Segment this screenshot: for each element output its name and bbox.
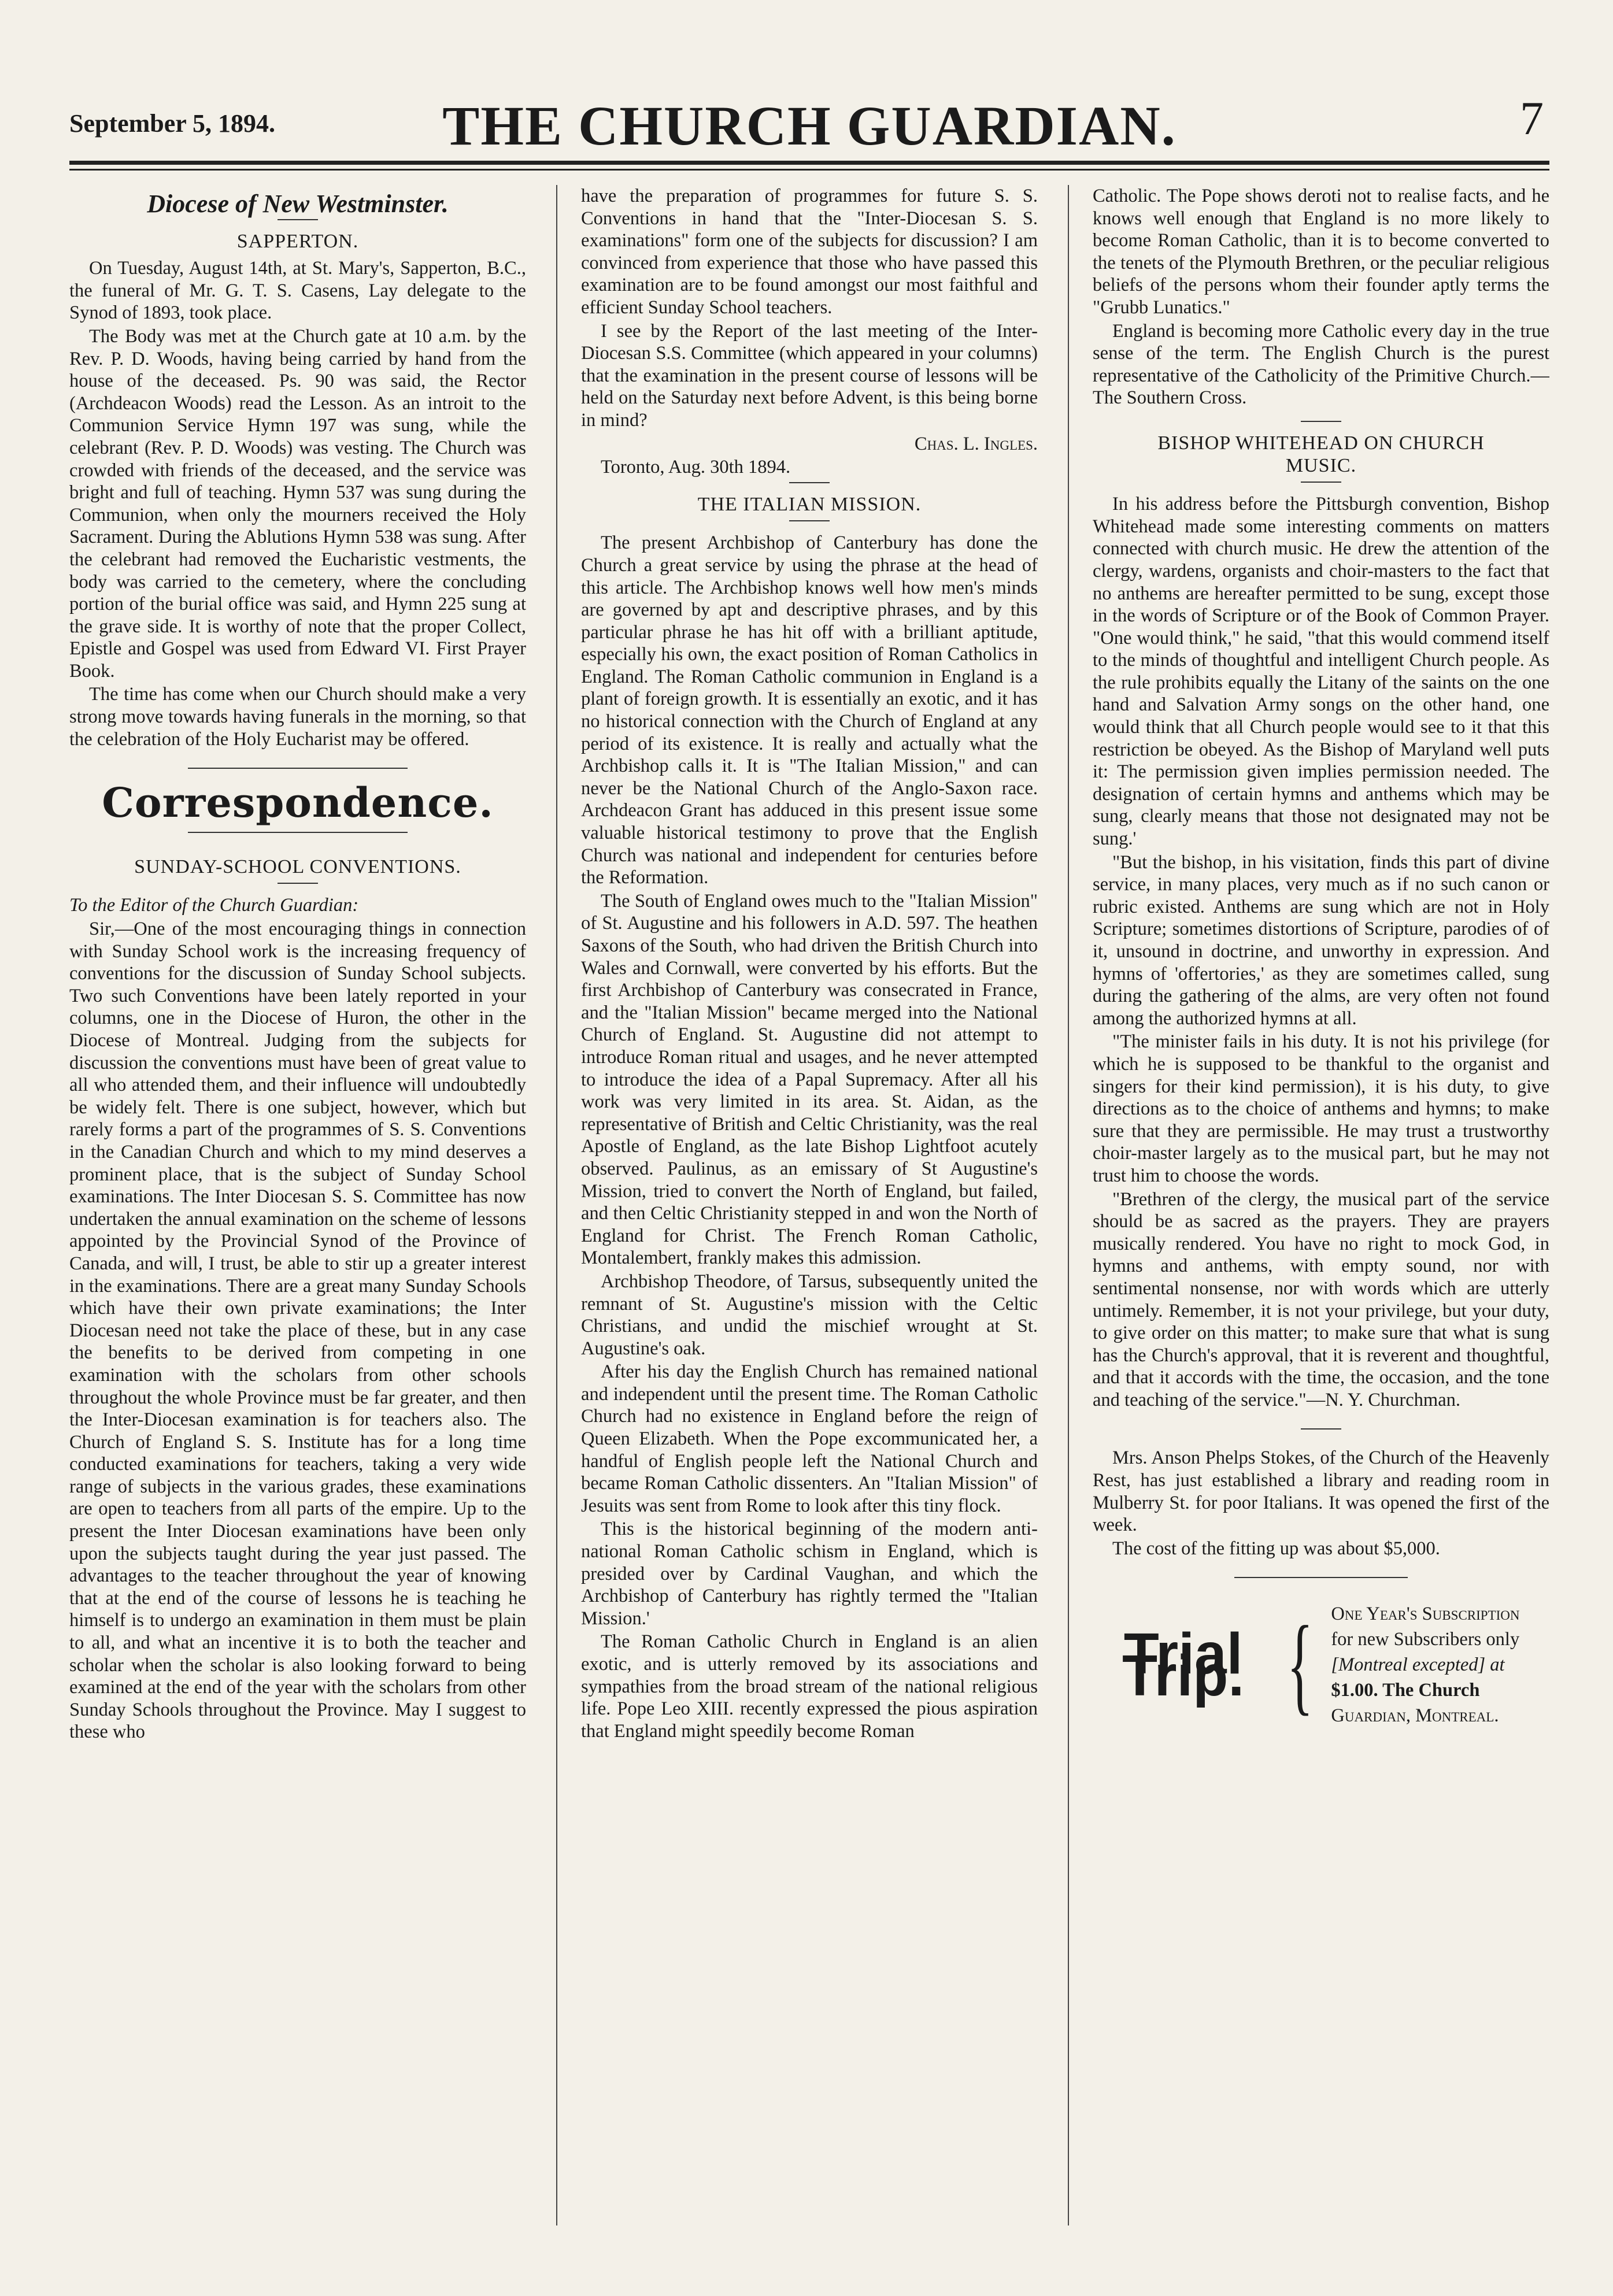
article-paragraph: The Roman Catholic Church in England is an alien exotic, and is utterly removed by its associations and sympathies from the broad stream of the national religious life. Pope Leo XIII. recently expressed the pious aspiration that England might speedily become Roman [581, 1631, 1038, 1742]
article-paragraph: In his address before the Pittsburgh convention, Bishop Whitehead made some interesting comments on matters connected with church music. He drew the attention of the clergy, wardens, organists and choir-masters to the fact that no anthems are hereafter permitted to be sung, except those in the words of Scripture or of the Book of Common Prayer. "One would think," he said, "that this would commend itself to the minds of thoughtful and intelligent Church people. As the rule prohibits equally the Litany of the saints on the one hand and Salvation Army songs on the other hand, one would think that all Church people would see to it that this restriction be obeyed. As the Bishop of Maryland well puts it: The permission given implies permission needed. The designation of certain hymns and anthems which may be sung, clearly means that those not designated may not be sung.' [1093, 494, 1549, 850]
article-paragraph: After his day the English Church has remained national and independent until the present time. The Roman Catholic Church had no existence in England before the reign of Queen Elizabeth. When the Pope excommunicated her, a handful of English people left the National Church and became Roman Catholic dissenters. An "Italian Mission" of Jesuits was sent from Rome to look after this tiny flock. [581, 1361, 1038, 1516]
ad-line: $1.00. The Church [1331, 1680, 1480, 1701]
column-2 [581, 185, 1038, 2231]
letter-paragraph: have the preparation of programmes for future S. S. Conventions in hand that the "Inter-Diocesan S. S. examinations" form one of the subjects for discussion? I am convinced from experience that those who have passed this examination are to be found amongst our most faithful and efficient Sunday School teachers. [581, 186, 1038, 318]
article-paragraph: England is becoming more Catholic every day in the true sense of the term. The English Church is the purest representative of the Catholicity of the Primitive Church.—The Southern Cross. [1093, 320, 1549, 409]
section-rule [1301, 1428, 1341, 1430]
bishop-heading-line1: BISHOP WHITEHEAD ON CHURCH [1157, 432, 1485, 454]
masthead [69, 40, 1549, 157]
column-divider [556, 185, 557, 2225]
heading-rule [789, 520, 830, 521]
section-rule [1301, 421, 1341, 422]
article-paragraph: This is the historical beginning of the modern anti-national Roman Catholic schism in England, which is presided over by Cardinal Vaughan, and which the Archbishop of Canterbury has rightly termed the "Italian Mission.' [581, 1519, 1038, 1629]
article-paragraph: "But the bishop, in his visitation, finds this part of divine service, in many places, very much as if no such canon or rubric existed. Anthems are sung which are not in Holy Scripture; sometimes distortions of Scripture, parodies of of it, unsound in doctrine, and unworthy in expression. And hymns of 'offertories,' as they are sometimes called, sung during the gathering of the alms, are very often not found among the authorized hymns at all. [1093, 851, 1549, 1029]
trial-trip-advertisement [1093, 1601, 1549, 1728]
ad-brace: { [1286, 1604, 1314, 1726]
section-rule [188, 768, 408, 769]
masthead-rule-thick [69, 161, 1549, 165]
letter-paragraph: I see by the Report of the last meeting of the Inter-Diocesan S.S. Committee (which appeared in your columns) that the examination in the present course of lessons will be held on the Saturday next before Advent, is this being borne in mind? [581, 320, 1038, 431]
letter-signature: Chas. L. Ingles. [914, 433, 1038, 454]
notice-paragraph: Mrs. Anson Phelps Stokes, of the Church of the Heavenly Rest, has just established a library and reading room in Mulberry St. for poor Italians. It was opened the first of the week. [1093, 1447, 1549, 1536]
page-number: 7 [1520, 92, 1544, 145]
bishop-heading-line2: MUSIC. [1285, 454, 1357, 476]
heading-rule [278, 219, 318, 220]
article-paragraph: Archbishop Theodore, of Tarsus, subsequently united the remnant of St. Augustine's mission with the Celtic Christians, and undid the mischief wrought at St. Augustine's oak. [581, 1271, 1038, 1359]
italian-mission-heading: THE ITALIAN MISSION. [697, 493, 922, 515]
article-paragraph: On Tuesday, August 14th, at St. Mary's, Sapperton, B.C., the funeral of Mr. G. T. S. Casens, Lay delegate to the Synod of 1893, took place. [69, 258, 526, 324]
article-paragraph: "Brethren of the clergy, the musical part of the service should be as sacred as the prayers. They are prayers musically rendered. You have no right to mock God, in hymns and anthems, with empty sound, nor with sentimental nonsense, nor with words which are utterly untimely. Remember, it is not your privilege, but your duty, to give order on this matter; to make sure that what is sung has the Church's approval, that it is reverent and thoughtful, and that it accords with the time, the occasion, and the tone and teaching of the service."—N. Y. Churchman. [1093, 1188, 1549, 1410]
sapperton-heading: SAPPERTON. [236, 230, 359, 252]
masthead-rule-thin [69, 169, 1549, 171]
newspaper-page [69, 40, 1549, 2272]
article-paragraph: Catholic. The Pope shows deroti not to realise facts, and he knows well enough that England is no more likely to become Roman Catholic, than it is to become converted to the tenets of the Plymouth Brethren, or the peculiar religious beliefs of the persons whom their founder aptly terms the "Grubb Lunatics." [1093, 186, 1549, 318]
column-1 [69, 185, 526, 2231]
ad-line: Guardian, Montreal. [1331, 1705, 1499, 1727]
article-paragraph: The time has come when our Church should make a very strong move towards having funerals in the morning, so that the celebration of the Holy Eucharist may be offered. [69, 684, 526, 750]
ad-line: [Montreal excepted] at [1331, 1654, 1505, 1676]
article-paragraph: The present Archbishop of Canterbury has done the Church a great service by using the phrase at the head of this article. The Archbishop knows well how men's minds are governed by apt and descriptive phrases, and by this particular phrase he has hit off with a brilliant aptitude, especially his own, the exact position of Roman Catholics in England. The Roman Catholic communion in England is a plant of foreign growth. It is essentially an exotic, and it has no historical connection with the Church of England at any period of its existence. It is really and actually what the Archbishop calls it. It is "The Italian Mission," and can never be the National Church of the Anglo-Saxon race. Archdeacon Grant has adduced in this present issue some valuable historical testimony to prove that the English Church was national and independent for centuries before the Reformation. [581, 532, 1038, 888]
notice-paragraph: The cost of the fitting up was about $5,000. [1112, 1538, 1440, 1559]
letter-place-date: Toronto, Aug. 30th 1894. [601, 457, 791, 478]
newspaper-title: THE CHURCH GUARDIAN. [442, 95, 1177, 157]
article-paragraph: The Body was met at the Church gate at 10 a.m. by the Rev. P. D. Woods, having being carried by hand from the house of the deceased. Ps. 90 was said, the Rector (Archdeacon Woods) read the Lesson. As an introit to the Communion Service Hymn 197 was sung, while the celebrant (Rev. P. D. Woods) was vesting. The Church was crowded with friends of the deceased, and the service was bright and full of teaching. Hymn 537 was sung during the Communion, when only the mourners received the Holy Sacrament. During the Ablutions Hymn 538 was sung. After the celebrant had removed the Eucharistic vestments, the body was carried to the cemetery, where the concluding portion of the burial office was said, and Hymn 225 sung at the grave side. It is worthy of note that the proper Collect, Epistle and Gospel was used from Edward VI. First Prayer Book. [69, 325, 526, 682]
letter-paragraph: Sir,—One of the most encouraging things in connection with Sunday School work is the increasing frequency of conventions for the discussion of Sunday School subjects. Two such Conventions have been lately reported in your columns, one in the Diocese of Huron, the other in the Diocese of Montreal. Judging from the subjects for discussion the conventions must have been of great value to all who attended them, and their influence will undoubtedly be widely felt. There is one subject, however, which but rarely forms a part of the programmes of S. S. Conventions in the Canadian Church and which to my mind deserves a prominent place, that is the subject of Sunday School examinations. The Inter Diocesan S. S. Committee has now undertaken the annual examination on the scheme of lessons appointed by the Provincial Synod of the Province of Canada, and will, I trust, be able to stir up a greater interest in the examinations. There are a great many Sunday Schools which have their own private examinations; the Inter Diocesan need not take the place of these, but in any case the benefits to be derived from competing in one examination with the scholars from other schools throughout the whole Province must be far greater, and then the Inter-Diocesan examination is for teachers also. The Church of England S. S. Institute has for a long time conducted examinations for teachers, taking a very wide range of subjects in the various grades, these examinations are open to teachers from all parts of the empire. Up to the present the Inter Diocesan examinations have been only upon the subjects taught during the year just passed. The advantages to the teacher throughout the year of knowing that at the end of the course of lessons he is teaching he himself is to undergo an examination in them must be plain to all, and what an incentive it is to both the teacher and scholar when the scholar is also looking forward to being examined at the end of the year with the scholars from other Sunday Schools throughout the Province. May I suggest to these who [69, 919, 526, 1743]
ad-line: for new Subscribers only [1331, 1629, 1520, 1650]
article-paragraph: The South of England owes much to the "Italian Mission" of St. Augustine and his followers in A.D. 597. The heathen Saxons of the South, who had driven the British Church into Wales and Cornwall, were converted by his efforts. But the first Archbishop of Canterbury was consecrated in France, and the "Italian Mission" became merged into the National Church of England. St. Augustine did not attempt to introduce Roman ritual and usages, and he never attempted to introduce the idea of a Papal Supremacy. After all his work was very limited in its area. St. Aidan, as the representative of British and Celtic Christianity, was the real Apostle of England, as the late Bishop Lightfoot acutely observed. Paulinus, as an emissary of St Augustine's Mission, tried to convert the North of England, but failed, and then Celtic Christianity stepped in and won the North of England for Christ. The French Roman Catholic, Montalembert, frankly makes this admission. [581, 890, 1038, 1269]
correspondence-heading: Correspondence. [102, 779, 494, 827]
heading-rule [789, 482, 830, 483]
diocese-heading: Diocese of New Westminster. [147, 190, 449, 218]
ad-line: One Year's Subscription [1331, 1604, 1520, 1625]
article-paragraph: "The minister fails in his duty. It is not his privilege (for which he is supposed to be thankful to the organist and singers for their kind permission), it is his duty, to give directions as to the choice of anthems and hymns; to make sure that they are permissible. He may trust a trustworthy choir-master largely as to the musical part, but he may not trust him to choose the words. [1093, 1031, 1549, 1186]
section-rule [1234, 1577, 1408, 1578]
column-divider [1068, 185, 1069, 2225]
letter-salutation: To the Editor of the Church Guardian: [69, 895, 359, 916]
section-rule [188, 832, 408, 833]
sunday-school-heading: SUNDAY-SCHOOL CONVENTIONS. [134, 856, 461, 877]
ad-copy [1331, 1601, 1549, 1728]
heading-rule [1301, 482, 1341, 483]
heading-rule [278, 883, 318, 884]
ad-headline: Trial Trip. [1122, 1621, 1245, 1709]
column-3 [1093, 185, 1549, 2231]
issue-date: September 5, 1894. [69, 109, 276, 138]
